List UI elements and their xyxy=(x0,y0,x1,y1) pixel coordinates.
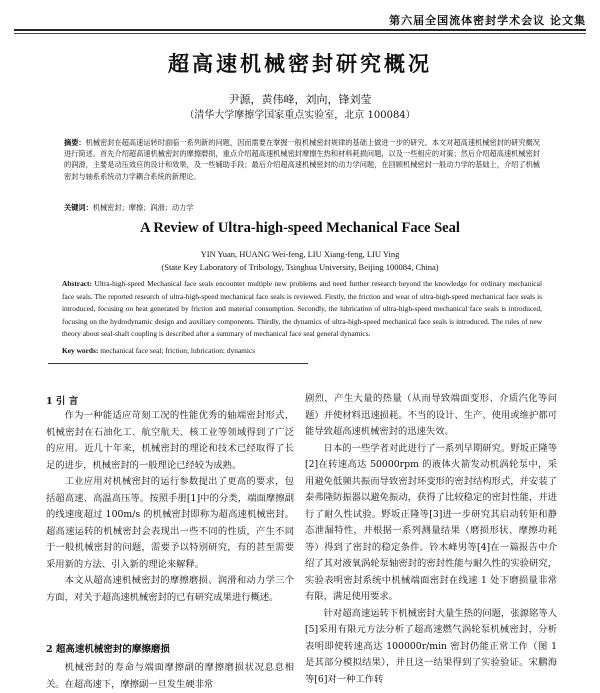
cn-abstract xyxy=(64,137,540,182)
section-divider xyxy=(48,363,308,364)
cn-abstract-label: 摘要： xyxy=(64,138,86,147)
en-abstract-text: Ultra-high-speed Mechanical face seals encounter multiple new problems and need further research beyond the knowledge for ordinary mechanical face seals. The reported research of ultra-high-speed mechanical face seals is reviewed. Firstly, the friction and wear of ultra-high-speed mechanical face seals is introduced, focusing on heat generated by friction and material consumption. Secondly, the lubrication of ultra-high-speed mechanical face seals is introduced, focusing on the hydrodynamic design and auxiliary components. Thirdly, the dynamics of ultra-high-speed mechanical face seals is introduced. The rules of new theory about seal-shaft coupling is described after a summary of mechanical face seal general dynamics. xyxy=(62,279,542,339)
left-paragraph-3: 本文从超高速机械密封的摩擦磨损、润滑和动力学三个方面，对关于超高速机械密封的已有研究成果进行概述。 xyxy=(46,575,294,603)
left-paragraph-1: 作为一种能适应苛刻工况的性能优秀的轴端密封形式，机械密封在石油化工、航空航天、核工业等领域得到了广泛的应用。近几十年来，机械密封的理论和技术已经取得了长足的进步，机械密封的一般理论已经较为成熟。 xyxy=(46,410,294,471)
right-paragraph-2: 日本的一些学者对此进行了一系列早期研究。野坂正隆等[2]在转速高达 50000rpm 的液体火箭发动机涡轮泵中，采用避免低频共振而导致密封环变形的密封结构形式，并安装了泰弗隆防振器以避免振动，获得了比较稳定的密封性能，并进行了耐久性试验。野坂正隆等[3]进一步研究其启动转矩和静态泄漏特性，并根据一系列测量结果（磨损形状、摩擦功耗等）得到了密封的稳定条件。铃木峰男等[4]在一篇报告中介绍了其对液氧涡轮泵轴密封的密封性能与耐久性的实验研究，实验表明密封系统中机械端面密封在线速 1 处下磨损量非常有限，满足使用要求。 xyxy=(305,442,557,602)
en-keywords-label: Key words: xyxy=(62,346,99,355)
cn-authors: 尹源，黄伟峰，刘向，锋刘莹 xyxy=(228,93,372,106)
en-title: A Review of Ultra-high-speed Mechanical Face Seal xyxy=(140,220,460,236)
right-paragraph-3: 针对超高速运转下机械密封大量生热的问题，张源铭等人[5]采用有限元方法分析了超高速燃气涡轮泵机械密封，分析表明即使转速高达 100000r/min 密封仍能正常工作（图 1 是其部分模拟结果），并且这一结果得到了实验验证。宋鹏海等[6]对一种工作转 xyxy=(305,607,557,685)
cn-affiliation: （清华大学摩擦学国家重点实验室，北京 100084） xyxy=(184,110,416,121)
left-paragraph-2: 工业应用对机械密封的运行参数提出了更高的要求，包括超高速、高温高压等。按照手册[1]中的分类，端面摩擦副的线速度超过 100m/s 的机械密封即称为超高速机械密封。超高速运转的机械密封会表现出一些不同的性质，产生不同于一般机械密封的问题，需要予以特别研究，有的甚至需要采用新的方法、引入新的理论来解释。 xyxy=(46,476,294,570)
running-header: 第六届全国流体密封学术会议 论文集 xyxy=(389,14,586,27)
left-column-text xyxy=(46,408,294,606)
en-authors: YIN Yuan, HUANG Wei-feng, LIU Xiang-feng, LIU Ying xyxy=(200,249,400,259)
right-paragraph-1: 剧烈，产生大量的热量（从而导致端面变形、介质汽化等问题）并使材料迅速损耗。不当的设计、生产、使用或维护都可能导致超高速机械密封的迅速失效。 xyxy=(305,393,557,437)
header-rule xyxy=(14,29,586,31)
en-abstract xyxy=(62,278,542,341)
left-paragraph-4: 机械密封的寿命与端面摩擦副的摩擦磨损状况息息相关。在超高速下，摩擦副一旦发生硬非常 xyxy=(46,662,294,690)
header-rule-thin xyxy=(14,33,586,34)
cn-abstract-text: 机械密封在超高速运转时面临一系列新的问题，因而需要在掌握一般机械密封规律的基础上做进一步的研究。本文对超高速机械密封的研究概况进行简述。首先介绍超高速机械密封的摩擦磨损，重点介绍超高速机械密封摩擦生热和材料耗损问题，以及一些相应的对策；然后介绍超高速机械密封的润滑，主要是动压效应的设计和效果，及一些辅助手段；最后介绍超高速机械密封的动力学问题，在回顾机械密封一般动力学的基础上，介绍了机械密封与轴系系统动力学耦合系统的新理论。 xyxy=(64,138,540,181)
en-abstract-label: Abstract: xyxy=(62,279,92,288)
cn-keywords-label: 关键词： xyxy=(64,203,93,212)
cn-keywords-text: 机械密封；摩擦；润滑；动力学 xyxy=(92,203,194,212)
cn-keywords xyxy=(64,203,540,213)
en-affiliation: (State Key Laboratory of Tribology, Tsinghua University, Beijing 100084, China) xyxy=(161,262,439,272)
section-1-heading: 1 引 言 xyxy=(46,396,79,407)
en-keywords-text: mechanical face seal; friction; lubrication; dynamics xyxy=(100,346,256,355)
right-column-text xyxy=(305,391,557,688)
section-2-heading: 2 超高速机械密封的摩擦磨损 xyxy=(46,644,170,655)
left-column-text-2 xyxy=(46,660,294,693)
cn-title: 超高速机械密封研究概况 xyxy=(168,51,432,76)
en-keywords xyxy=(62,346,542,355)
